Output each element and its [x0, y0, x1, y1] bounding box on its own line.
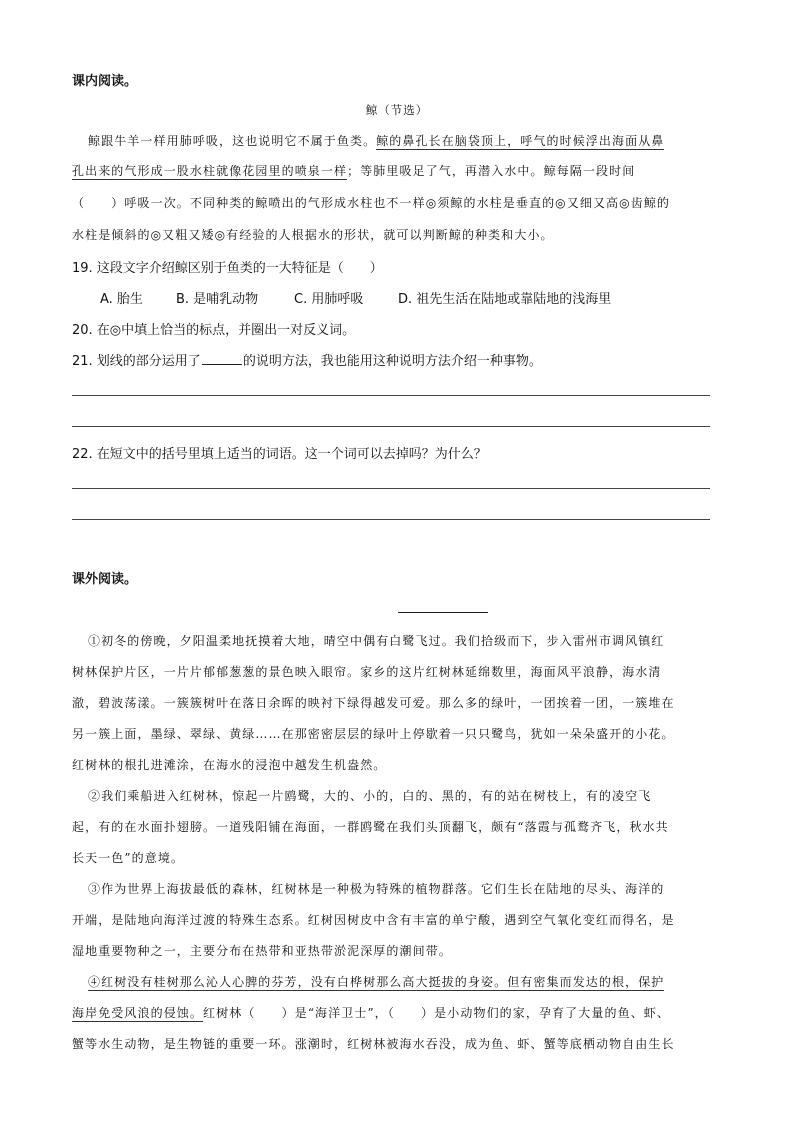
- underlined-text: 孔出来的气形成一股水柱就像花园里的喷泉一样: [72, 164, 348, 178]
- extra-line-6: ②我们乘船进入红树林，惊起一片鸥鹭，大的、小的，白的、黑的，有的站在树枝上，有的凌空飞: [88, 789, 652, 803]
- extra-line-14: 蟹等水生动物，是生物链的重要一环。涨潮时，红树林被海水吞没，成为鱼、虾、蟹等底栖动物自由生长: [72, 1037, 675, 1051]
- extra-line-10: 开端，是陆地向海洋过渡的特殊生态系。红树因树皮中含有丰富的单宁酸，遇到空气氧化变红而得名，是: [72, 913, 675, 927]
- extra-line-9: ③作为世界上海拔最低的森林，红树林是一种极为特殊的植物群落。它们生长在陆地的尽头、海洋的: [88, 882, 665, 896]
- answer-line[interactable]: [72, 395, 710, 396]
- passage-title: 鲸（节选）: [365, 103, 429, 117]
- extra-line-8: 长天一色”的意境。: [72, 851, 185, 865]
- title-blank-line[interactable]: [398, 612, 488, 613]
- passage-line-2-plain: ；等肺里吸足了气，再潜入水中。鲸每隔一段时间: [347, 164, 636, 178]
- passage-line-1: [88, 132, 664, 149]
- question-19: 19. 这段文字介绍鲸区别于鱼类的一大特征是（ ）: [72, 261, 383, 276]
- q19-option-c: C. 用肺呼吸: [294, 292, 364, 307]
- extra-line-11: 湿地重要物种之一，主要分布在热带和亚热带淤泥深厚的潮间带。: [72, 944, 452, 958]
- answer-line[interactable]: [72, 519, 710, 520]
- question-20: 20. 在◎中填上恰当的标点，并圈出一对反义词。: [72, 323, 356, 338]
- underlined-text: 鲸的鼻孔长在脑袋顶上，呼气的时候浮出海面从鼻: [376, 134, 665, 148]
- answer-line[interactable]: [72, 488, 710, 489]
- extra-line-5: 红树林的根扎进滩涂，在海水的浸泡中越发生机盎然。: [72, 758, 387, 772]
- extra-line-4: 另一簇上面，墨绿、翠绿、黄绿……在那密密层层的绿叶上停歇着一只只鹭鸟，犹如一朵朵盛开的小花。: [72, 727, 675, 741]
- q21-text-after: 的说明方法，我也能用这种说明方法介绍一种事物。: [242, 354, 542, 369]
- q21-text-before: 21. 划线的部分运用了: [72, 354, 201, 369]
- q19-option-a: A. 胎生: [100, 292, 143, 307]
- extra-line-7: 起，有的在水面扑翅膀。一道残阳铺在海面，一群鸥鹭在我们头顶翻飞，颇有“落霞与孤鹜齐飞，秋水共: [72, 820, 669, 834]
- answer-line[interactable]: [72, 426, 710, 427]
- passage-line-3: （ ）呼吸一次。不同种类的鲸喷出的气形成水柱也不一样◎须鲸的水柱是垂直的◎又细又高◎齿鲸的: [72, 196, 671, 210]
- underlined-text: 海岸免受风浪的侵蚀。: [72, 1006, 204, 1020]
- passage-line-1-plain: 鲸跟牛羊一样用肺呼吸，这也说明它不属于鱼类。: [88, 134, 377, 148]
- question-21: [72, 350, 542, 369]
- extra-line-12: [88, 973, 664, 990]
- q19-option-b: B. 是哺乳动物: [176, 292, 259, 307]
- extra-line-3: 澈，碧波荡漾。一簇簇树叶在落日余晖的映衬下绿得越发可爱。那么多的绿叶，一团挨着一团，一簇堆在: [72, 696, 675, 710]
- extra-line-2: 树林保护片区，一片片郁郁葱葱的景色映入眼帘。家乡的这片红树林延绵数里，海面风平浪静，海水清: [72, 665, 662, 679]
- extra-line-13-plain: 红树林（ ）是“海洋卫士”，（ ）是小动物们的家，孕育了大量的鱼、虾、: [203, 1006, 670, 1020]
- q19-option-d: D. 祖先生活在陆地或靠陆地的浅海里: [398, 292, 612, 307]
- passage-line-2: [72, 162, 635, 179]
- underlined-text: ④红树没有桂树那么沁人心脾的芬芳，没有白桦树那么高大挺拔的身姿。但有密集而发达的根，保护: [88, 975, 665, 989]
- q21-blank[interactable]: [202, 352, 242, 365]
- extra-line-1: ①初冬的傍晚，夕阳温柔地抚摸着大地，晴空中偶有白鹭飞过。我们拾级而下，步入雷州市调风镇红: [88, 634, 665, 648]
- extra-reading-heading: 课外阅读。: [72, 572, 138, 587]
- question-22: 22. 在短文中的括号里填上适当的词语。这一个词可以去掉吗？为什么？: [72, 447, 487, 462]
- passage-line-4: 水柱是倾斜的◎又粗又矮◎有经验的人根据水的形状，就可以判断鲸的种类和大小。: [72, 228, 554, 242]
- in-class-heading: 课内阅读。: [72, 74, 138, 89]
- extra-line-13: [72, 1004, 670, 1021]
